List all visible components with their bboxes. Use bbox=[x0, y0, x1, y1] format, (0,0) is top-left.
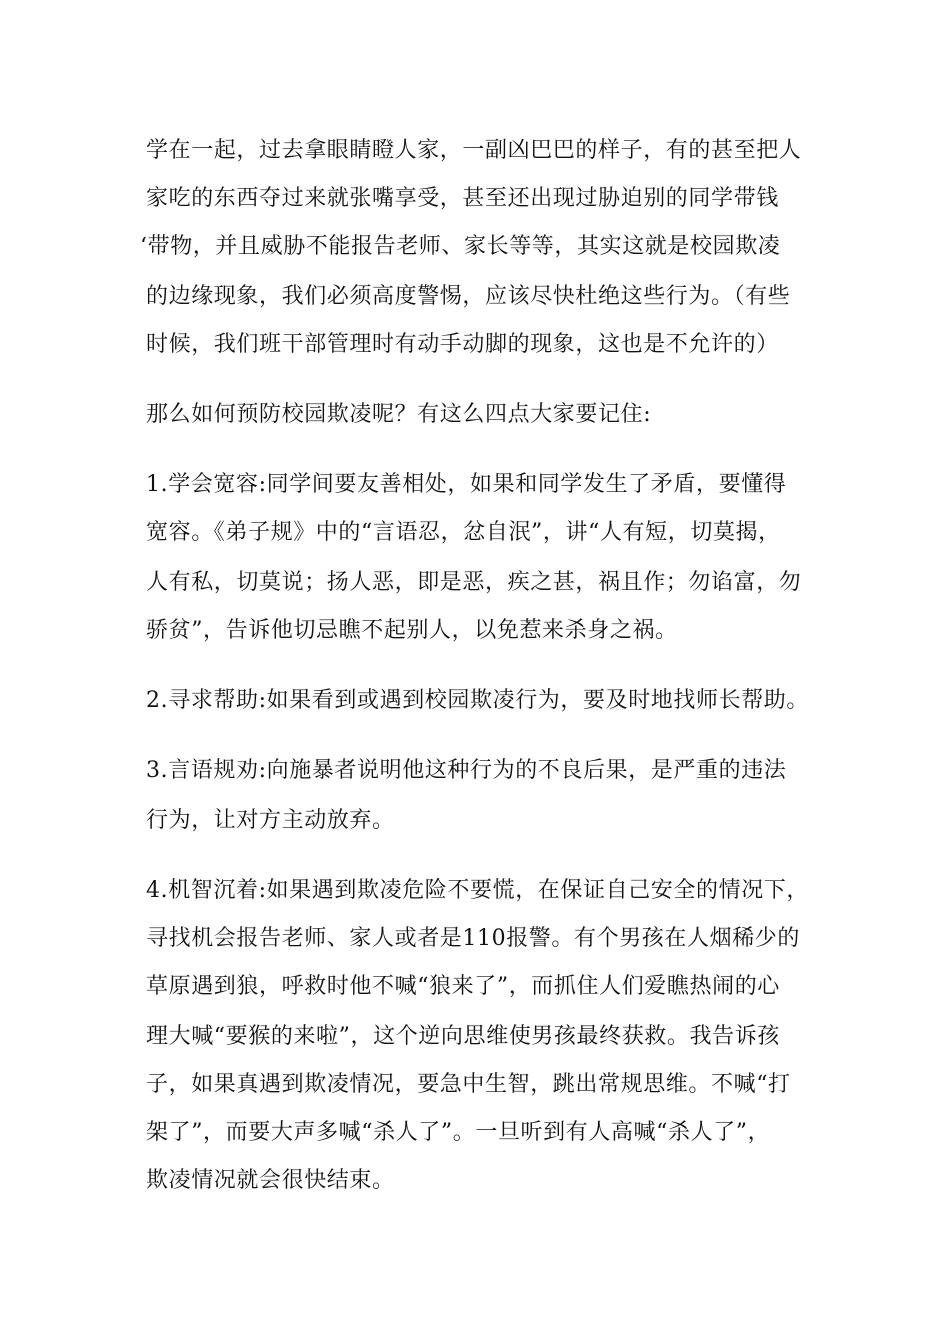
text-line: 4.机智沉着:如果遇到欺凌危险不要慌，在保证自己安全的情况下， bbox=[146, 878, 810, 903]
text-line: 行为，让对方主动放弃。 bbox=[146, 808, 395, 833]
text-line: 草原遇到狼，呼救时他不喊“狼来了”，而抓住人们爱瞧热闹的心 bbox=[146, 974, 780, 999]
text-line: 时候，我们班干部管理时有动手动脚的现象，这也是不允许的） bbox=[146, 332, 779, 357]
text-line: 那么如何预防校园欺凌呢？有这么四点大家要记住: bbox=[146, 402, 652, 427]
text-line: 2.寻求帮助:如果看到或遇到校园欺凌行为，要及时地找师长帮助。 bbox=[146, 688, 810, 713]
text-line: 家吃的东西夺过来就张嘴享受，甚至还出现过胁迫别的同学带钱 bbox=[146, 186, 779, 211]
text-line: 理大喊“要猴的来啦”，这个逆向思维使男孩最终获救。我告诉孩 bbox=[146, 1024, 780, 1049]
text-line: 骄贫”，告诉他切忌瞧不起别人，以免惹来杀身之祸。 bbox=[146, 618, 678, 643]
text-line: 欺凌情况就会很快结束。 bbox=[146, 1168, 395, 1193]
text-line: 3.言语规劝:向施暴者说明他这种行为的不良后果，是严重的违法 bbox=[146, 758, 787, 783]
text-line: 架了”，而要大声多喊“杀人了”。一旦听到有人高喊“杀人了”， bbox=[146, 1120, 771, 1145]
text-line: 学在一起，过去拿眼睛瞪人家，一副凶巴巴的样子，有的甚至把人 bbox=[146, 138, 802, 163]
text-line: 的边缘现象，我们必须高度警惕，应该尽快杜绝这些行为。（有些 bbox=[146, 284, 791, 309]
text-line: 宽容。《弟子规》中的“言语忍，忿自泯”，讲“人有短，切莫揭， bbox=[146, 520, 781, 545]
text-line: ‘带物，并且威胁不能报告老师、家长等等，其实这就是校园欺凌 bbox=[140, 234, 781, 259]
text-line: 1.学会宽容:同学间要友善相处，如果和同学发生了矛盾，要懂得 bbox=[146, 472, 787, 497]
text-line: 子，如果真遇到欺凌情况，要急中生智，跳出常规思维。不喊“打 bbox=[146, 1072, 791, 1097]
text-line: 寻找机会报告老师、家人或者是110报警。有个男孩在人烟稀少的 bbox=[146, 926, 800, 951]
text-line: 人有私，切莫说；扬人恶，即是恶，疾之甚，祸且作；勿谄富，勿 bbox=[146, 570, 802, 595]
